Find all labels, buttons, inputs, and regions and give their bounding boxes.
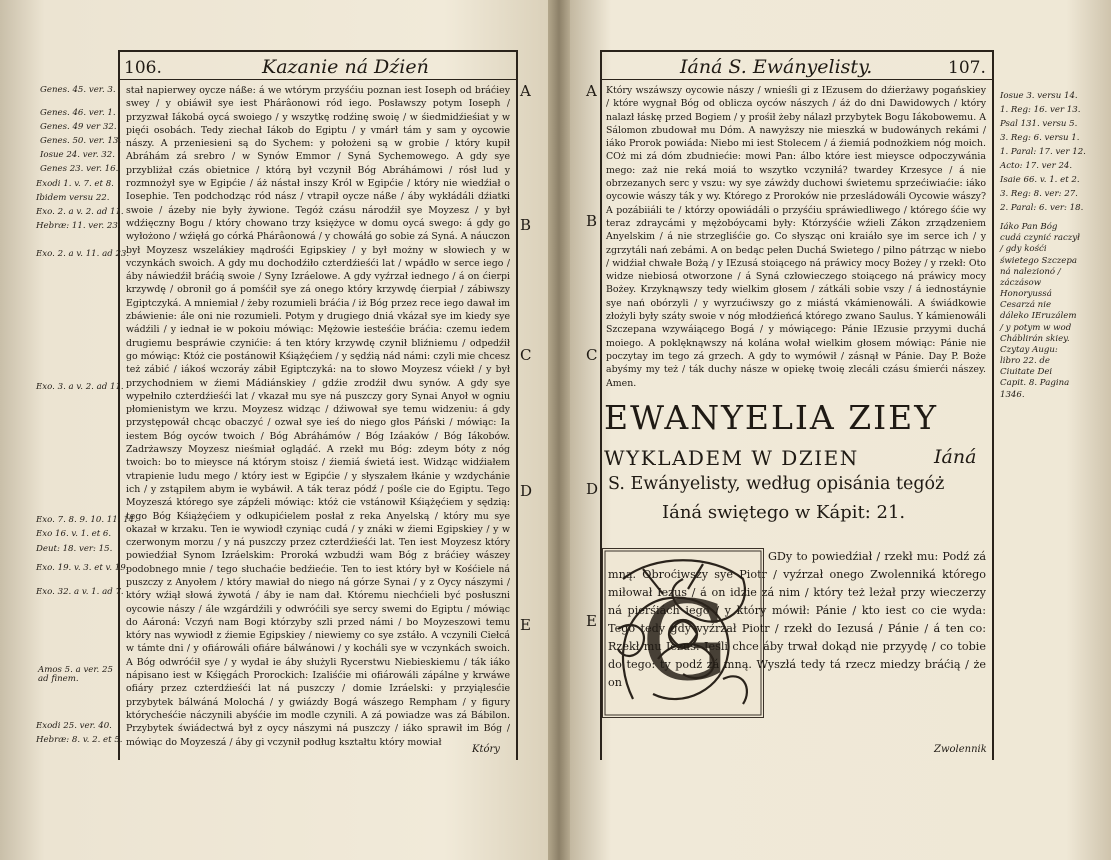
left-head-rule xyxy=(118,79,516,80)
margin-note: 3. Reg: 6. versu 1. xyxy=(1000,133,1080,143)
margin-note: Deut: 18. ver: 15. xyxy=(36,544,113,554)
margin-note: Acto: 17. ver 24. xyxy=(1000,161,1073,171)
margin-note: Exodi 1. v. 7. et 8. xyxy=(36,179,114,189)
gospel-subheading-name: Iáná xyxy=(934,446,977,468)
margin-note: Genes. 49 ver 32. xyxy=(40,122,117,132)
margin-note: Genes 23. ver. 16. xyxy=(40,164,119,174)
right-top-rule xyxy=(600,50,992,52)
gospel-body-text: GDy to powiedźiał / rzekł mu: Podź zá mną. Obroćiwszy sye Piotr / vyźrzał onego Zwolenniká którego miłował Iezus / á on idźie zá nim / który też leżał przy wieczerzy ná pierśiách iego / y który mówił: Pánie / kto iest co cie wyda: Tego tedy gdy vyźrzał Piotr / rzekł do Iezusá / Pánie / á ten co: Rzekł mu Iezus: Ieśli chce áby trwał dokąd nie przyydę / co tobie do tego: ty podź zá mną. Wyszłá tedy tá rzecz miedzy bráćią / że on xyxy=(608,550,986,689)
margin-note: Iosue 24. ver. 32. xyxy=(40,150,115,160)
margin-note: Iosue 3. versu 14. xyxy=(1000,91,1078,101)
margin-note: Ibidem versu 22. xyxy=(36,193,110,203)
svg-text:G: G xyxy=(641,577,729,705)
right-page-number: 107. xyxy=(948,58,986,78)
margin-note: Hebræ: 8. v. 2. et 5. xyxy=(36,735,123,745)
left-outer-rule xyxy=(516,50,518,760)
margin-note: 3. Reg: 8. ver: 27. xyxy=(1000,189,1078,199)
section-letter: B xyxy=(586,212,598,230)
margin-note: 1. Paral: 17. ver 12. xyxy=(1000,147,1086,157)
left-body-text: stał napierwey oycze náße: á we wtórym przyśćiu poznan iest Ioseph od bráćiey swey / y obiáwił sye iest Phárâonowi ród iego. Posławszy potym Ioseph / przyzwał Iákobá oycá swoiego / y wszytkę rodźinę swoię / w śiedmidźieśiat y w pięći osobách. Tedy ziechał Iákob do Egiptu / y vmárł tám y sam y oycowie nászy. A przeniesieni są do Sychem: y położeni są w grobie / który kupił Abráhám zá srebro / w Synów Emmor / Syná Sychemowego. A gdy sye przybliżał czás obietnice / którą był vczynił Bóg Abráhámowi / rósł lud y rozmnożył sye w Egipćie / áż nástał inszy Król w Egipćie / który nie wiedźiał o Iosephie. Ten podchodząc ród nász / vtrapił oycze náße / áby wykłádáli dźiatki swoie / ázeby nie były żywione. Tegóż czásu národźił sye Moyzesz / y był wdźięczny Bogu / który chowano trzy księżyce w domu oycá swego: á gdy go wyłożono / wźięłá go córká Phárâonowá / y chowáłá go sobie zá Syná. A náuczon był Moyzesz wszelákiey mądrośći Egipskiey / y był możny w słowiech y w vczynkách swoich. A gdy mu dochodźiło czterdźieśći lat / wpádło w serce iego / áby náwiedźił bráćią swoie / Syny Izráelowe. A gdy vyźrzał iednego / á on ćierpi krzywdę / obronił go á pomśćił sye zá onego który krzywdę ćierpiał / zábiwszy Egiptczyká. A mniemiał / żeby rozumieli bráćia / iż Bóg przez rece iego dawał im zbáwienie: ále oni nie rozumieli. Potym y drugiego dniá vkázał sye im kiedy sye wádźili / y iednał ie w pokoiu mówiąc: Mężowie iesteśćie bráćia: czemu iedem drugiemu bespráwie czynićie: á ten który krzywdę czynił bliźniemu / odpedźił go mówiąc: Któż cie postánowił Kśiążęćiem / y sędźią nád námi: czyli mie chcesz też zábić / iákoś wczoráy zábił Egiptczyká: na to słowo Moyzesz vćiekł / y był przychodniem w źiemi Mádiánskiey / gdźie zrodźił dwu synów. A gdy sye wypełniło czterdźieśći lat / vkazał mu sye ná puszczy gory Synai Anyoł w ogniu płomienistym we krzu. Moyzesz widząc / dźiwował sye temu widzeniu: á gdy przystępowáł chcąc obaczyć / ozwał sye ieś do niego głos Páński / mówiąc: Ia iestem Bóg oyców twoich / Bóg Abráhámów / Bóg Izáaków / Bóg Iákobów. Zadrżawszy Moyzesz nieśmiał oglądáć. A rzekł mu Bóg: zdeym bóty z nóg twoich: bo to mieysce ná którym stoisz / źiemiá świetá iest. Widząc widźiałem vtrapienie ludu mego / który iest w Egipćie / y słyszałem łkánie y wzdychánie ich / y zstąpiłem abym ie wybáwił. A ták teraz pódź / pośle cie do Egiptu. Tego Moyzeszá którego sye zápźeli mówiąc: któż cie vstánowił Kśiążęćiem y sędzią: tego Bóg Kśiążęćiem y odkupićielem posłał z reka Anyelską / który mu sye okazał w krzaku. Ten ie wywiodł czyniąc cudá / y znáki w źiemi Egipskiey / y w czerwonym morzu / y ná puszczy przez czterdźieśći lat. Ten iest Moyzesz który powiedźiał Synom Izráelskim: Proroká wzbudźi wam Bóg z bráćiey wászey podobnego mnie / tego słuchaćie bedźiećie. Ten to iest który był w Kośćiele ná puszczy z Anyołem / który mawiał do niego ná górze Synai / y z Oycy nászymi / który wźiął słowá żywotá / áby ie nam dał. Któremu niechćieli być posłuszni oycowie nászy / ále wzgárdźili y odwróćili sye sercy swemi do Egiptu / mówiąc do Aároná: Vczyń nam Bogi którzyby szli przed námi / bo Moyzeszowi temu który nas wywiodł z źiemie Egipskiey / niewiemy co sye zstáło. A vczynili Ciełcá w támte dni / y ofiárowáli ofiáre bálwánowi / y kocháli sye w vczynkách swoich. A Bóg odwróćił sye / y wydał ie áby służyli Rycerstwu Niebieskiemu / ták iáko nápisano iest w Kśięgách Prorockich: Izaliśćie mi ofiárowáli zápálne y krwáwe ofiáry przez czterdźieśći lat ná puszczy / domie Izráelski: y przyiąlesćie przybytek bálwáná Molochá / y gwiázdy Bogá wászego Rempham / y figury którycheśćie náczynili abyśćie im modle czynili. A zá powiadze was zá Bábilon. Przybytek świádectwá był z oycy nászymi ná puszczy / iáko sprawił im Bóg / mówiąc do Moyzeszá / áby gi vczynił podług kształtu który mowiał xyxy=(126,85,510,748)
margin-note: 2. Paral: 6. ver: 18. xyxy=(1000,203,1084,213)
section-letter: B xyxy=(520,216,532,234)
section-letter: E xyxy=(586,612,597,630)
margin-note: Psal 131. versu 5. xyxy=(1000,119,1078,129)
margin-note: Exo 16. v. 1. et 6. xyxy=(36,529,112,539)
left-top-rule xyxy=(118,50,516,52)
margin-note: Exo. 3. a v. 2. ad 11. xyxy=(36,382,124,392)
gospel-subheading-line3: S. Ewányelisty, według opisánia tegóż xyxy=(608,474,945,494)
section-letter: A xyxy=(520,82,531,100)
margin-note: Exo. 7. 8. 9. 10. 11. 14. xyxy=(36,515,137,525)
margin-note: Amos 5. a ver. 25 ad finem. xyxy=(38,665,113,685)
book-gutter xyxy=(548,0,570,860)
right-catchword: Zwolennik xyxy=(934,744,987,755)
margin-note: Exodi 25. ver. 40. xyxy=(36,721,112,731)
margin-note: Exo. 19. v. 3. et v. 19. xyxy=(36,563,129,573)
margin-note: Genes. 50. ver. 13. xyxy=(40,136,122,146)
margin-note: Exo. 32. a v. 1. ad 7. xyxy=(36,587,124,597)
section-letter: C xyxy=(520,346,532,364)
section-letter: D xyxy=(586,480,599,498)
section-letter: D xyxy=(520,482,533,500)
left-page-number: 106. xyxy=(124,58,162,78)
margin-note: Genes. 46. ver. 1. xyxy=(40,108,116,118)
right-running-title: Iáná S. Ewányelisty. xyxy=(680,56,873,78)
gospel-heading: EWANYELIA ZIEY xyxy=(604,398,939,437)
margin-note: Isaie 66. v. 1. et 2. xyxy=(1000,175,1080,185)
gospel-subheading-line4: Iáná swiętego w Kápit: 21. xyxy=(662,502,906,523)
left-catchword: Który xyxy=(472,744,500,755)
section-letter: C xyxy=(586,346,598,364)
right-body-text-top: Który wszáwszy oycowie nászy / wnieśli gi z IEzusem do dźierżawy pogańskiey / które wygnał Bóg od oblicza oyców nászych / áż do dni Dawidowych / który nalazł łáskę przed Bogiem / y prośił żeby nálazł przybytek Bogu Iákobowemu. A Sálomon zbudował mu Dóm. A nawyższy nie mieszká w budowánych rekámi / iáko Prorok powiáda: Niebo mi iest Stolecem / á źiemiá podnożkiem nóg moich. COż mi zá dóm zbudniećie: mowi Pan: álbo które iest mieysce odpoczywánia mego: zaż nie reká moiá to wszytko vczyniłá? twardey Krzesyce / á nie obrzezanych serc y vszu: wy sye záwżdy duchowi świetemu sprzećiwiaćie: iáko oycowie wászy ták y wy. Którego z Proroków nie przesládowáli Oycowie wászy? A pozábiiáli te / którzy opowiádáli o przyśćiu spráwiedliwego / którego śćie wy teraz zdraycámi y mężobóycami były: Którzyśćie wźieli Zákon zrządzeniem Anyelskim / á nie strzegliśćie go. Co słysząc oni kraiáło sye im serce ich / y zgrzytáli nań zebámi. A on bedąc pełen Duchá Swietego / pilno pátrząc w niebo / widźiał chwałe Bożą / y IEzusá stoiącego ná práwicy mocy Bożey / y rzekł: Oto widze niebiosá otworzone / á Syná człowieczego stoiącego ná práwicy mocy Bożey. Krzyknąwszy tedy wielkim głosem / zátkáli sobie vszy / á iednostáynie sye nań obórzyli / y wyrzućiwszy go z miástá vkámienowáli. A świádkowie złożyli były száty swoie v nóg młodźieńcá którego zwano Saulus. Y kámienowáli Szczepana wzywáiącego Bogá / y mówiącego: Pánie IEzusie przyymi duchá moiego. A poklęknąwszy ná kolána wołał wielkim głosem mówiąc: Pánie nie poczytay im tego zá grzech. A gdy to wymówił / zásnął w Pánie. Day P. Boże abyśmy my też / ták duchy násze w opiekę twoię zlecáli czásu śmierći nászey. Amen. xyxy=(606,85,986,389)
margin-note: Exo. 2. a v. 11. ad 23. xyxy=(36,249,130,259)
section-letter: A xyxy=(586,82,597,100)
right-head-rule xyxy=(600,79,992,80)
left-running-title: Kazanie ná Dźień xyxy=(262,56,429,78)
margin-note: Genes. 45. ver. 3. xyxy=(40,85,116,95)
margin-note: 1. Reg: 16. ver 13. xyxy=(1000,105,1081,115)
section-letter: E xyxy=(520,616,531,634)
margin-note: Iáko Pan Bóg cudá czynić raczył / gdy kośći świetego Szczepa ná nalezionó / záczásow Honoryussá Cesarzá nie dáleko IEruzálem / y potym w wod Cháblirán skiey. Czytay Augu: libro 22. de Ciuitate Dei Capit. 8. Pagina 1346. xyxy=(1000,222,1080,400)
right-margin-rule xyxy=(992,50,994,760)
margin-note: Exo. 2. a v. 2. ad 11. xyxy=(36,207,124,217)
left-margin-rule xyxy=(118,50,120,760)
gospel-subheading-caps: WYKLADEM W DZIEN xyxy=(604,446,859,470)
margin-note: Hebræ: 11. ver. 23. xyxy=(36,221,121,231)
